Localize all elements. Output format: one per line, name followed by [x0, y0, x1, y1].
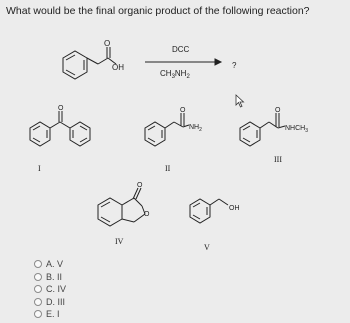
starting-material-structure [63, 47, 116, 79]
structure-i [30, 111, 90, 146]
answer-choices [34, 258, 66, 321]
radio-button[interactable] [34, 260, 42, 268]
choice-d[interactable] [34, 296, 66, 309]
reaction-arrow [145, 59, 221, 65]
choice-b[interactable] [34, 271, 66, 284]
choice-label: A. V [46, 259, 64, 270]
choice-label: E. I [46, 309, 60, 320]
structure-ii-oxygen-label: O [180, 107, 186, 114]
product-placeholder: ? [232, 61, 237, 70]
choice-label: C. IV [46, 284, 67, 295]
structure-i-oxygen-label: O [58, 105, 64, 112]
radio-button[interactable] [34, 298, 42, 306]
structure-iii [240, 113, 285, 146]
structure-iii-roman: III [274, 155, 282, 164]
choice-label: B. II [46, 271, 63, 282]
structure-iii-nhch3-label: $NHCH_3$ [285, 125, 309, 134]
radio-button[interactable] [34, 310, 42, 318]
structure-iv-ring-oxygen-label: O [144, 211, 150, 218]
choice-a[interactable] [34, 258, 66, 271]
structure-iv-roman: IV [115, 237, 124, 246]
radio-button[interactable] [34, 273, 42, 281]
structure-iv [98, 188, 145, 226]
reagent-dcc: DCC [172, 45, 190, 54]
structure-i-roman: I [38, 164, 41, 173]
structure-ii-nh2-label: $NH_2$ [189, 124, 202, 133]
question-text: What would be the final organic product of the following reaction? [6, 5, 310, 17]
structure-v-roman: V [204, 243, 210, 252]
structure-ii-roman: II [165, 164, 171, 173]
starting-material-oxygen-label: O [104, 39, 111, 48]
mouse-pointer-icon [235, 94, 245, 113]
structure-iii-oxygen-label: O [275, 107, 281, 114]
radio-button[interactable] [34, 285, 42, 293]
structure-iv-carbonyl-oxygen-label: O [137, 182, 143, 189]
starting-material-oh-label: OH [112, 63, 124, 72]
structure-v-oh-label: OH [229, 205, 240, 212]
reagent-methylamine: $CH_3NH_2$ [160, 69, 190, 80]
choice-e[interactable] [34, 308, 66, 321]
structure-v [190, 199, 228, 223]
structure-ii [145, 113, 189, 146]
choice-c[interactable] [34, 283, 66, 296]
choice-label: D. III [46, 296, 66, 307]
